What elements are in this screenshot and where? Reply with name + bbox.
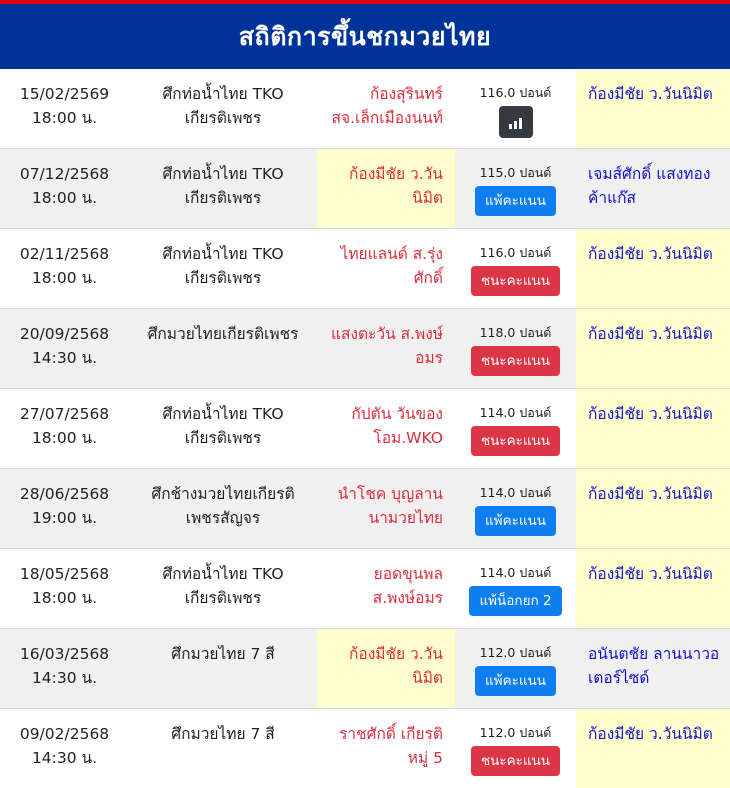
fight-time: 18:00 น. (31, 189, 98, 207)
event-name-line1: ศึกท่อน้ำไทย TKO (162, 245, 284, 263)
event-cell (129, 629, 317, 708)
blue-corner-name-line1[interactable]: อนันตชัย ลานนาวอ (588, 645, 720, 663)
blue-corner-cell (576, 149, 730, 228)
blue-corner-cell (576, 69, 730, 148)
fight-date: 09/02/2568 (19, 725, 110, 743)
event-cell (129, 229, 317, 308)
event-name-line1: ศึกมวยไทย 7 สี (171, 725, 275, 743)
fight-date-cell (0, 149, 129, 228)
blue-corner-name-line1[interactable]: ก้องมีชัย ว.วันนิมิต (588, 565, 713, 583)
blue-corner-cell (576, 629, 730, 708)
blue-corner-cell (576, 709, 730, 788)
bar-chart-icon[interactable] (499, 106, 533, 138)
table-row (0, 69, 730, 149)
fight-date: 27/07/2568 (19, 405, 110, 423)
fight-date: 07/12/2568 (19, 165, 110, 183)
red-corner-name-line1[interactable]: ก้องมีชัย ว.วัน (349, 645, 443, 663)
fight-date: 18/05/2568 (19, 565, 110, 583)
blue-corner-cell (576, 549, 730, 628)
fight-date: 20/09/2568 (19, 325, 110, 343)
red-corner-name-line1[interactable]: นำโชค บุญลาน (337, 485, 443, 503)
result-badge[interactable]: แพ้คะแนน (475, 666, 556, 696)
red-corner-cell (317, 709, 455, 788)
red-corner-name-line2[interactable]: นิมิต (412, 669, 443, 687)
event-name-line2: เกียรติเพชร (184, 269, 262, 287)
fight-time: 18:00 น. (31, 109, 98, 127)
result-badge[interactable]: แพ้คะแนน (475, 506, 556, 536)
red-corner-cell (317, 69, 455, 148)
blue-corner-name-line2[interactable]: ค้าแก๊ส (588, 189, 636, 207)
weight-label: 114.0 ปอนด์ (479, 485, 552, 500)
red-corner-cell (317, 229, 455, 308)
red-corner-name-line1[interactable]: ราชศักดิ์ เกียรติ (339, 725, 443, 743)
result-badge[interactable]: ชนะคะแนน (471, 746, 560, 776)
result-cell (455, 549, 576, 628)
event-name-line2: เกียรติเพชร (184, 109, 262, 127)
event-cell (129, 709, 317, 788)
event-name-line2: เกียรติเพชร (184, 189, 262, 207)
blue-corner-name-line1[interactable]: ก้องมีชัย ว.วันนิมิต (588, 325, 713, 343)
table-row (0, 229, 730, 309)
result-badge[interactable]: ชนะคะแนน (471, 346, 560, 376)
event-name-line1: ศึกท่อน้ำไทย TKO (162, 85, 284, 103)
fight-date: 28/06/2568 (19, 485, 110, 503)
blue-corner-name-line1[interactable]: ก้องมีชัย ว.วันนิมิต (588, 85, 713, 103)
table-row (0, 149, 730, 229)
event-name-line1: ศึกมวยไทยเกียรติเพชร (147, 325, 299, 343)
red-corner-name-line2[interactable]: หมู่ 5 (407, 749, 443, 767)
red-corner-cell (317, 309, 455, 388)
blue-corner-name-line1[interactable]: ก้องมีชัย ว.วันนิมิต (588, 245, 713, 263)
fight-time: 18:00 น. (31, 269, 98, 287)
result-badge[interactable]: ชนะคะแนน (471, 426, 560, 456)
result-badge[interactable]: ชนะคะแนน (471, 266, 560, 296)
weight-label: 112.0 ปอนด์ (479, 725, 552, 740)
table-row (0, 709, 730, 788)
fight-date: 16/03/2568 (19, 645, 110, 663)
fight-time: 14:30 น. (31, 349, 98, 367)
fight-record-table (0, 69, 730, 788)
fight-date-cell (0, 69, 129, 148)
table-row (0, 469, 730, 549)
red-corner-name-line1[interactable]: ก้องสุรินทร์ (369, 85, 443, 103)
red-corner-cell (317, 469, 455, 548)
event-name-line1: ศึกท่อน้ำไทย TKO (162, 565, 284, 583)
result-cell (455, 309, 576, 388)
event-name-line1: ศึกช้างมวยไทยเกียรติ (151, 485, 295, 503)
fight-date-cell (0, 549, 129, 628)
red-corner-name-line2[interactable]: นิมิต (412, 189, 443, 207)
red-corner-name-line1[interactable]: ไทยแลนด์ ส.รุ่ง (340, 245, 443, 263)
event-name-line1: ศึกท่อน้ำไทย TKO (162, 165, 284, 183)
red-corner-name-line2[interactable]: ศักดิ์ (413, 269, 443, 287)
fight-date-cell (0, 309, 129, 388)
red-corner-name-line1[interactable]: ยอดขุนพล (373, 565, 443, 583)
weight-label: 116.0 ปอนด์ (479, 85, 552, 100)
blue-corner-name-line1[interactable]: เจมส์ศักดิ์ แสงทอง (588, 165, 711, 183)
event-cell (129, 69, 317, 148)
weight-label: 115.0 ปอนด์ (479, 165, 552, 180)
blue-corner-cell (576, 229, 730, 308)
fight-date-cell (0, 389, 129, 468)
event-name-line2: เกียรติเพชร (184, 429, 262, 447)
red-corner-name-line2[interactable]: โอม.WKO (373, 429, 443, 447)
blue-corner-cell (576, 389, 730, 468)
blue-corner-name-line1[interactable]: ก้องมีชัย ว.วันนิมิต (588, 405, 713, 423)
page-title: สถิติการขึ้นชกมวยไทย (0, 4, 730, 69)
fight-date-cell (0, 229, 129, 308)
event-cell (129, 389, 317, 468)
result-badge[interactable]: แพ้คะแนน (475, 186, 556, 216)
result-cell (455, 389, 576, 468)
result-cell (455, 69, 576, 148)
event-name-line2: เพชรสัญจร (185, 509, 261, 527)
fight-date-cell (0, 709, 129, 788)
event-name-line2: เกียรติเพชร (184, 589, 262, 607)
fight-time: 18:00 น. (31, 429, 98, 447)
fight-time: 14:30 น. (31, 669, 98, 687)
red-corner-name-line1[interactable]: ก้องมีชัย ว.วัน (349, 165, 443, 183)
result-cell (455, 709, 576, 788)
result-badge[interactable]: แพ้น็อกยก 2 (469, 586, 561, 616)
table-row (0, 309, 730, 389)
result-cell (455, 229, 576, 308)
blue-corner-name-line1[interactable]: ก้องมีชัย ว.วันนิมิต (588, 485, 713, 503)
fight-time: 14:30 น. (31, 749, 98, 767)
blue-corner-name-line1[interactable]: ก้องมีชัย ว.วันนิมิต (588, 725, 713, 743)
red-corner-cell (317, 149, 455, 228)
weight-label: 116.0 ปอนด์ (479, 245, 552, 260)
fight-date-cell (0, 469, 129, 548)
result-cell (455, 629, 576, 708)
fight-time: 18:00 น. (31, 589, 98, 607)
event-cell (129, 549, 317, 628)
fight-date: 02/11/2568 (19, 245, 110, 263)
blue-corner-cell (576, 309, 730, 388)
fight-time: 19:00 น. (31, 509, 98, 527)
red-corner-cell (317, 389, 455, 468)
result-cell (455, 149, 576, 228)
fight-date: 15/02/2569 (19, 85, 110, 103)
red-corner-name-line1[interactable]: แสงตะวัน ส.พงษ์ (330, 325, 443, 343)
event-cell (129, 469, 317, 548)
red-corner-cell (317, 629, 455, 708)
table-row (0, 389, 730, 469)
weight-label: 114.0 ปอนด์ (479, 565, 552, 580)
table-row (0, 629, 730, 709)
table-row (0, 549, 730, 629)
red-corner-name-line1[interactable]: กัปตัน วันของ (351, 405, 443, 423)
red-corner-cell (317, 549, 455, 628)
weight-label: 114.0 ปอนด์ (479, 405, 552, 420)
event-name-line1: ศึกท่อน้ำไทย TKO (162, 405, 284, 423)
event-cell (129, 149, 317, 228)
blue-corner-cell (576, 469, 730, 548)
weight-label: 118.0 ปอนด์ (479, 325, 552, 340)
weight-label: 112.0 ปอนด์ (479, 645, 552, 660)
red-corner-name-line2[interactable]: นามวยไทย (368, 509, 443, 527)
red-corner-name-line2[interactable]: อมร (415, 349, 443, 367)
red-corner-name-line2[interactable]: ส.พงษ์อมร (372, 589, 443, 607)
event-cell (129, 309, 317, 388)
blue-corner-name-line2[interactable]: เตอร์ไซด์ (588, 669, 650, 687)
result-cell (455, 469, 576, 548)
event-name-line1: ศึกมวยไทย 7 สี (171, 645, 275, 663)
fight-date-cell (0, 629, 129, 708)
red-corner-name-line2[interactable]: สจ.เล็กเมืองนนท์ (331, 109, 443, 127)
